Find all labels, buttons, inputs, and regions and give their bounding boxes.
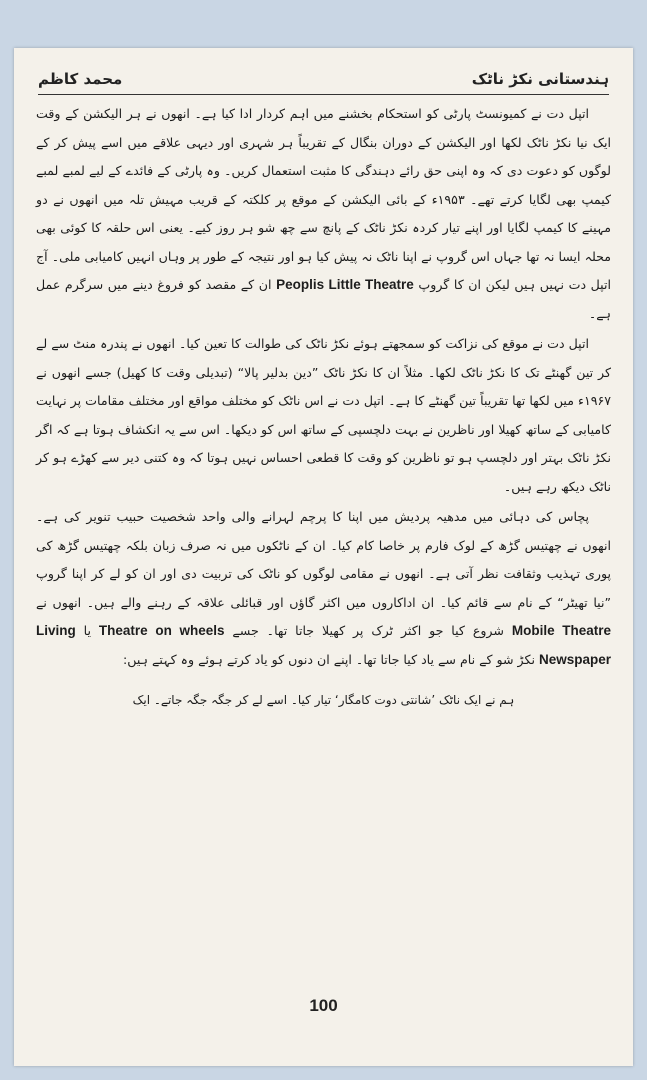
author-name: محمد کاظم (38, 70, 123, 88)
english-term-mobile-theatre: Mobile Theatre (511, 623, 611, 638)
paragraph-1 (36, 100, 611, 328)
paragraph-3-text-b: شروع کیا جو اکثر ٹرک پر کھیلا جاتا تھا۔ جسے (232, 623, 504, 638)
paragraph-1-text-a: اتپل دت نے کمیونسٹ پارٹی کو استحکام بخشنے میں اہم کردار ادا کیا ہے۔ انھوں نے ہر الیکشن کے وقت ایک نیا نکڑ ناٹک لکھا اور الیکشن کے دوران بنگال کے تقریباً ہر شہری اور دیہی علاقے میں اسے پیش کر کے لوگوں کو دعوت دی کہ وہ اپنی حق رائے دہندگی کا مثبت استعمال کریں۔ وہ پارٹی کے فائدے کے لیے لمبے لمبے کیمپ بھی لگایا کرتے تھے۔ ۱۹۵۳ء کے بائی الیکشن کے موقع پر کلکتہ کے قریب مہیش تلہ میں انھوں نے دو مہینے کا کیمپ لگایا اور اپنے تیار کردہ نکڑ ناٹک کے پانچ سے چھ شو ہر روز کیے۔ یعنی اس حلقہ کا کوئی بھی محلہ ایسا نہ تھا جہاں اس گروپ نے اپنا ناٹک نہ پیش کیا ہو اور نتیجہ کے طور پر وہاں انہیں کامیابی ملی۔ آج اتپل دت نہیں ہیں لیکن ان کا گروپ (36, 106, 611, 292)
english-term-peoplis-little-theatre: Peoplis Little Theatre (276, 277, 414, 292)
running-header (38, 70, 609, 92)
book-page (14, 48, 633, 1066)
page-number: 100 (309, 996, 338, 1015)
paragraph-2: اتپل دت نے موقع کی نزاکت کو سمجھتے ہوئے نکڑ ناٹک کی طوالت کا تعین کیا۔ انھوں نے پندرہ منٹ سے لے کر تین گھنٹے تک کا نکڑ ناٹک لکھا۔ مثلاً ان کا نکڑ ناٹک ”دین بدلیر پالا“ (تبدیلی وقت کا کھیل) جسے انھوں نے ۱۹۶۷ء میں لکھا تھا تقریباً تین گھنٹے کا ہے۔ اتپل دت نے اس ناٹک کو مختلف مواقع اور مختلف مقامات پر نہایت کامیابی کے ساتھ کھیلا اور ناظرین نے بہت دلچسپی کے ساتھ اس کو دیکھا۔ اس سے یہ انکشاف ہوتا ہے کہ اگر نکڑ ناٹک بہتر اور دلچسپ ہو تو ناظرین کو وقت کا قطعی احساس نہیں ہوتا کہ وہ کتنی دیر سے کھڑے ہو کر ناٹک دیکھ رہے ہیں۔ (36, 336, 611, 494)
body-text (36, 100, 611, 715)
header-rule (38, 94, 609, 95)
english-term-theatre-on-wheels: Theatre on wheels (98, 623, 225, 638)
paragraph-3-text-d: نکڑ شو کے نام سے یاد کیا جاتا تھا۔ اپنے ان دنوں کو یاد کرتے ہوئے وہ کہتے ہیں: (123, 651, 535, 667)
paragraph-3-text-a: پچاس کی دہائی میں مدھیہ پردیش میں اپنا کا پرچم لہرانے والی واحد شخصیت حبیب تنویر کی ہے۔ انھوں نے چھتیس گڑھ کے لوک فارم پر خاصا کام کیا۔ ان کے ناٹکوں میں نہ صرف زبان بلکہ چھتیس گڑھ کی پوری تہذیب وثقافت نظر آتی ہے۔ انھوں نے مقامی لوگوں کو ناٹک کی تربیت دی اور ان کو لے کر اپنا گروپ ”نیا تھیٹر“ کے نام سے قائم کیا۔ ان اداکاروں میں اکثر گاؤں اور قبائلی علاقہ کے رہنے والے ہیں۔ انھوں نے (36, 509, 611, 610)
english-term-living-newspaper: Living Newspaper (36, 623, 611, 667)
book-title: ہندستانی نکڑ ناٹک (471, 70, 609, 88)
paragraph-3 (36, 503, 611, 674)
paragraph-3-text-c: یا (83, 623, 91, 638)
paragraph-1-text-b: ان کے مقصد کو فروغ دینے میں سرگرم عمل ہے۔ (36, 277, 611, 321)
block-quote: ہم نے ایک ناٹک ’شانتی دوت کامگار‘ تیار کیا۔ اسے لے کر جگہ جگہ جاتے۔ ایک (132, 693, 515, 707)
